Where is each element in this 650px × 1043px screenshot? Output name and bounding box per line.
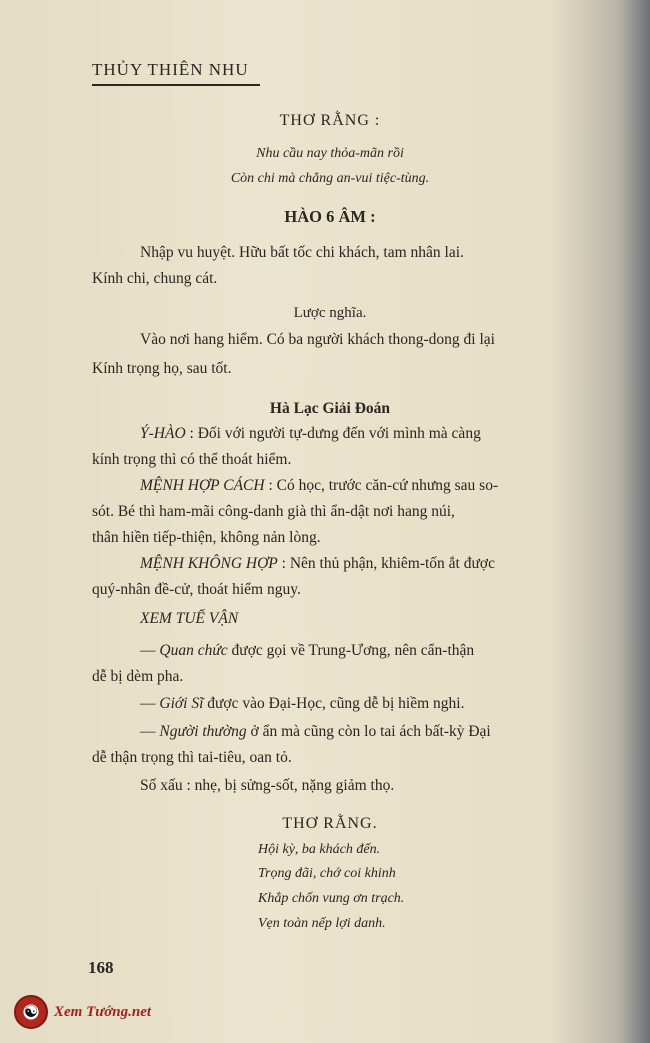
luoc-nghia-line-2: Kính trọng họ, sau tốt. [92,360,232,377]
hao6-title: HÀO 6 ÂM : [284,207,376,226]
y-hao-line-2: kính trọng thì có thể thoát hiểm. [92,451,292,468]
menh-khong-text: : Nên thủ phận, khiêm-tốn ắt được [281,555,495,572]
y-hao-line-1 [140,425,481,443]
nguoi-text: ở ẩn mà cũng còn lo tai ách bất-kỳ Đại [250,723,491,740]
poem2-line-3: Khắp chốn vung ơn trạch. [258,891,405,906]
menh-hop-line-2: sót. Bé thì ham-mãi công-danh già thì ẩn-dật nơi hang núi, [92,503,455,520]
quan-label: Quan chức [159,642,228,659]
menh-hop-label: MỆNH HỢP CÁCH [140,477,265,494]
y-hao-text: : Đối với người tự-dưng đến với mình mà càng [189,425,481,442]
gioi-line: — Giới Sĩ được vào Đại-Học, cũng dễ bị hiềm nghi. [140,695,465,712]
poem2-title: THƠ RẰNG. [282,815,378,832]
nguoi-label: Người thường [159,723,247,740]
quan-text: được gọi về Trung-Ương, nên cẩn-thận [231,642,475,659]
menh-hop-text: : Có học, trước căn-cứ nhưng sau so- [268,477,499,494]
poem2-line-4: Vẹn toàn nếp lợi danh. [258,916,386,931]
menh-hop-line-1 [140,477,498,495]
nguoi-line-1: — Người thường ở ẩn mà cũng còn lo tai ách bất-kỳ Đại [140,723,491,740]
ha-lac-title: Hà Lạc Giải Đoán [269,400,391,417]
so-xau-line: Số xấu : nhẹ, bị sửng-sốt, nặng giảm thọ. [140,777,395,794]
poem1-title: THƠ RẰNG : [279,112,381,129]
yin-yang-icon: ☯ [14,995,48,1029]
hao6-line-2: Kính chi, chung cát. [92,270,218,287]
quan-line-1: — Quan chức được gọi về Trung-Ương, nên cẩn-thận [140,642,475,659]
menh-khong-label: MỆNH KHÔNG HỢP [140,555,278,572]
site-logo-text: Xem Tướng.net [54,1003,152,1020]
poem1-line-2: Còn chi mà chẳng an-vui tiệc-tùng. [230,171,430,186]
hao6-line-1: Nhập vu huyệt. Hữu bất tốc chi khách, tam nhân lai. [140,244,464,261]
poem2-line-2: Trọng đãi, chớ coi khinh [258,866,396,881]
site-logo[interactable] [14,995,174,1029]
page-number: 168 [88,958,114,977]
poem2-line-1: Hội kỳ, ba khách đến. [258,842,381,857]
poem1-line-1: Nhu cầu nay thỏa-mãn rồi [256,146,404,161]
quan-line-2: dễ bị dèm pha. [92,668,184,685]
gioi-text: được vào Đại-Học, cũng dễ bị hiềm nghi. [207,695,465,712]
menh-khong-line-1 [140,555,495,573]
menh-khong-line-2: quý-nhân đề-cử, thoát hiểm nguy. [92,581,301,598]
gioi-label: Giới Sĩ [159,695,204,712]
nguoi-line-2: dễ thận trọng thì tai-tiêu, oan tỏ. [92,749,292,766]
running-header: THỦY THIÊN NHU [92,60,260,86]
tue-van-title: XEM TUẾ VẬN [140,610,239,627]
menh-hop-line-3: thân hiền tiếp-thiện, không nản lòng. [92,529,321,546]
y-hao-label: Ý-HÀO [140,425,186,442]
luoc-nghia-title: Lược nghĩa. [293,305,367,321]
luoc-nghia-line-1: Vào nơi hang hiểm. Có ba người khách thong-dong đi lại [140,331,495,348]
